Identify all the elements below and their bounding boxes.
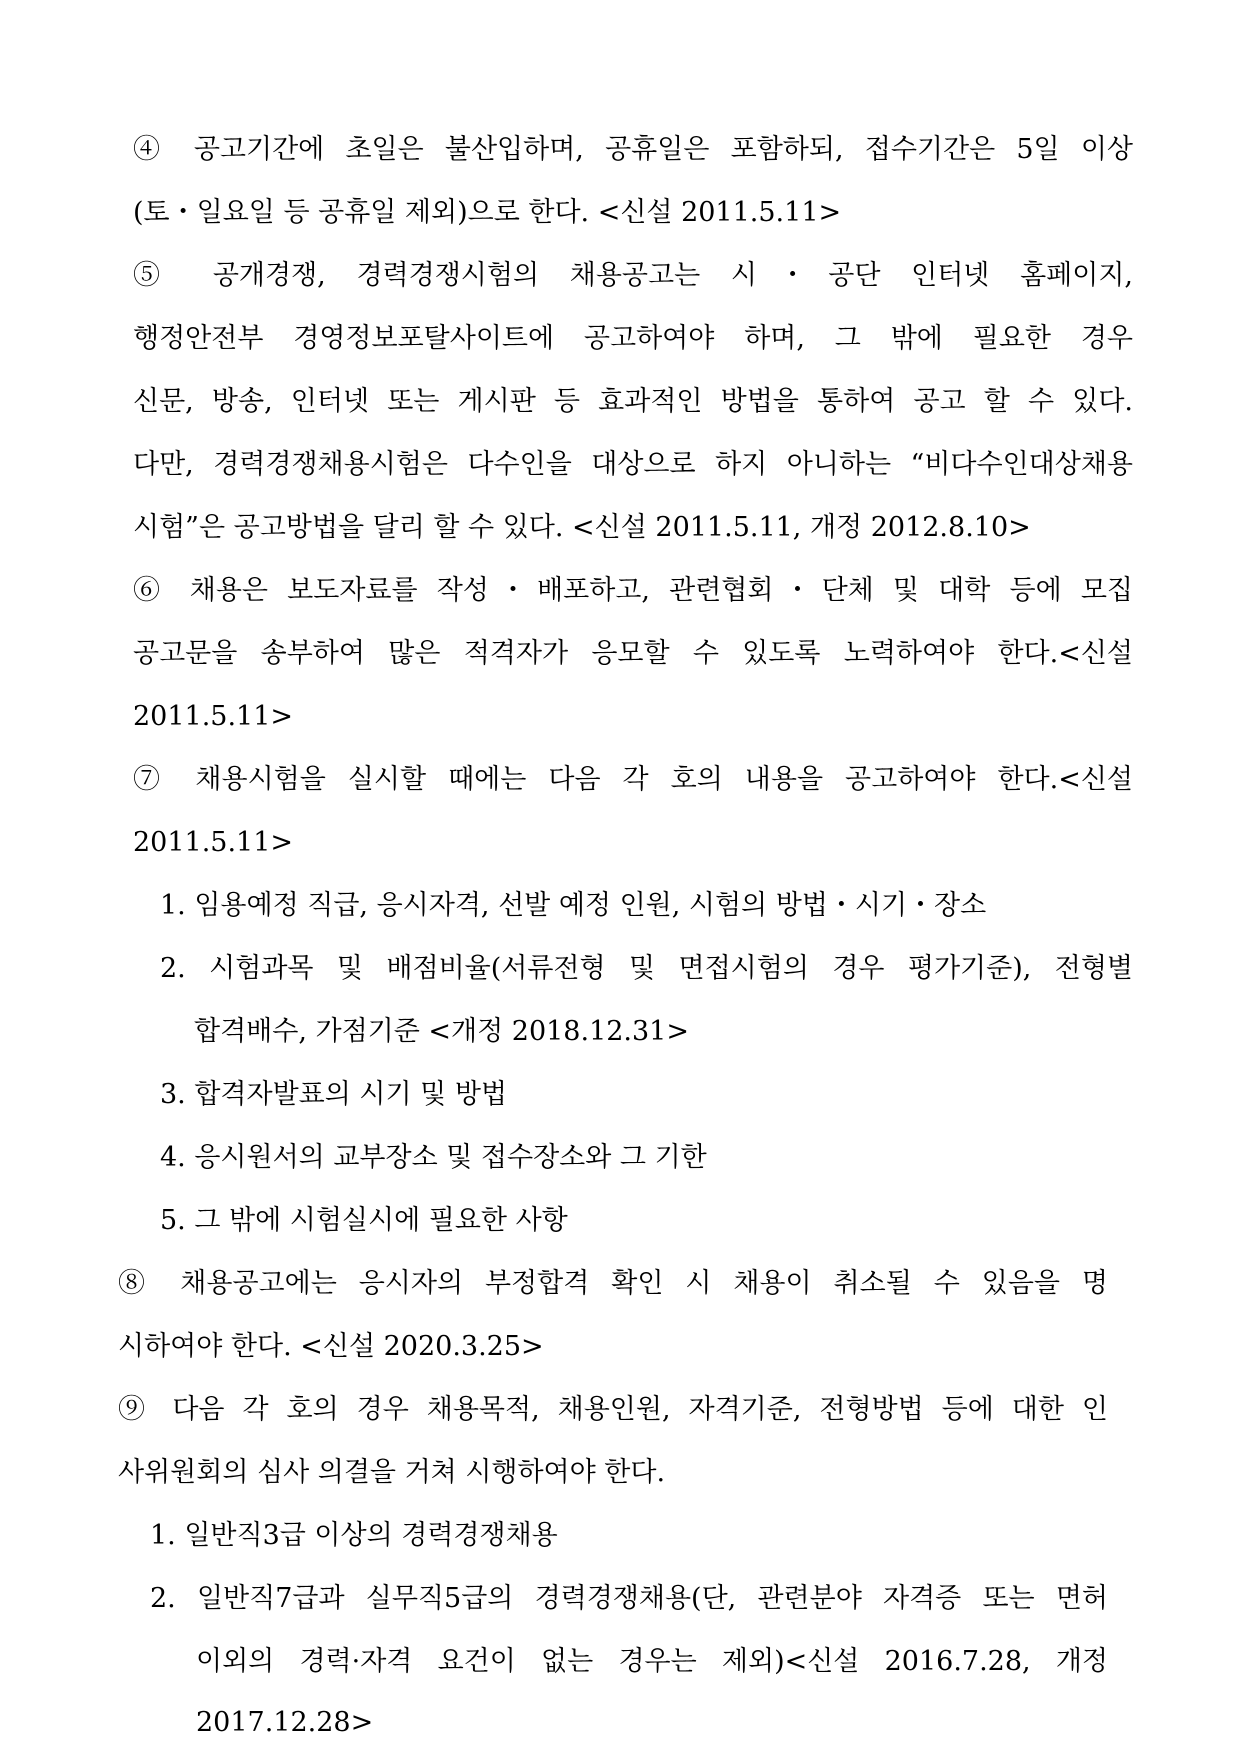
paragraph-8-line-2: 시하여야 한다. <신설 2020.3.25> xyxy=(118,1331,544,1362)
paragraph-6-line-3: 2011.5.11> xyxy=(133,701,294,732)
paragraph-9-line-1: ⑨ 다음 각 호의 경우 채용목적, 채용인원, 자격기준, 전형방법 등에 대한 인 xyxy=(118,1394,1108,1425)
paragraph-4-line-2: (토・일요일 등 공휴일 제외)으로 한다. <신설 2011.5.11> xyxy=(133,197,842,228)
list-item-9-2-line-2: 이외의 경력·자격 요건이 없는 경우는 제외)<신설 2016.7.28, 개정 xyxy=(196,1646,1108,1677)
paragraph-5-line-4: 다만, 경력경쟁채용시험은 다수인을 대상으로 하지 아니하는 “비다수인대상채용 xyxy=(133,449,1133,480)
paragraph-5-line-1: ⑤ 공개경쟁, 경력경쟁시험의 채용공고는 시・공단 인터넷 홈페이지, xyxy=(133,260,1133,291)
paragraph-5-line-2: 행정안전부 경영정보포탈사이트에 공고하여야 하며, 그 밖에 필요한 경우 xyxy=(133,323,1133,354)
list-item-7-4: 4. 응시원서의 교부장소 및 접수장소와 그 기한 xyxy=(160,1142,707,1173)
list-item-9-2-line-1: 2. 일반직7급과 실무직5급의 경력경쟁채용(단, 관련분야 자격증 또는 면허 xyxy=(150,1583,1108,1614)
paragraph-7-line-2: 2011.5.11> xyxy=(133,827,294,858)
list-item-7-2-line-1: 2. 시험과목 및 배점비율(서류전형 및 면접시험의 경우 평가기준), 전형별 xyxy=(160,953,1133,984)
list-item-7-3: 3. 합격자발표의 시기 및 방법 xyxy=(160,1079,507,1110)
paragraph-4-line-1: ④ 공고기간에 초일은 불산입하며, 공휴일은 포함하되, 접수기간은 5일 이상 xyxy=(133,134,1133,165)
list-item-7-5: 5. 그 밖에 시험실시에 필요한 사항 xyxy=(160,1205,568,1236)
list-item-7-1: 1. 임용예정 직급, 응시자격, 선발 예정 인원, 시험의 방법・시기・장소 xyxy=(160,890,987,921)
paragraph-6-line-1: ⑥ 채용은 보도자료를 작성・배포하고, 관련협회・단체 및 대학 등에 모집 xyxy=(133,575,1133,606)
paragraph-5-line-3: 신문, 방송, 인터넷 또는 게시판 등 효과적인 방법을 통하여 공고 할 수 있다. xyxy=(133,386,1133,417)
list-item-9-1: 1. 일반직3급 이상의 경력경쟁채용 xyxy=(150,1520,558,1551)
paragraph-8-line-1: ⑧ 채용공고에는 응시자의 부정합격 확인 시 채용이 취소될 수 있음을 명 xyxy=(118,1268,1108,1299)
paragraph-9-line-2: 사위원회의 심사 의결을 거쳐 시행하여야 한다. xyxy=(118,1457,666,1488)
list-item-9-2-line-3: 2017.12.28> xyxy=(196,1707,374,1738)
list-item-7-2-line-2: 합격배수, 가점기준 <개정 2018.12.31> xyxy=(194,1016,689,1047)
paragraph-5-line-5: 시험”은 공고방법을 달리 할 수 있다. <신설 2011.5.11, 개정 2012.8.10> xyxy=(133,512,1031,543)
paragraph-7-line-1: ⑦ 채용시험을 실시할 때에는 다음 각 호의 내용을 공고하여야 한다.<신설 xyxy=(133,764,1133,795)
paragraph-6-line-2: 공고문을 송부하여 많은 적격자가 응모할 수 있도록 노력하여야 한다.<신설 xyxy=(133,638,1133,669)
